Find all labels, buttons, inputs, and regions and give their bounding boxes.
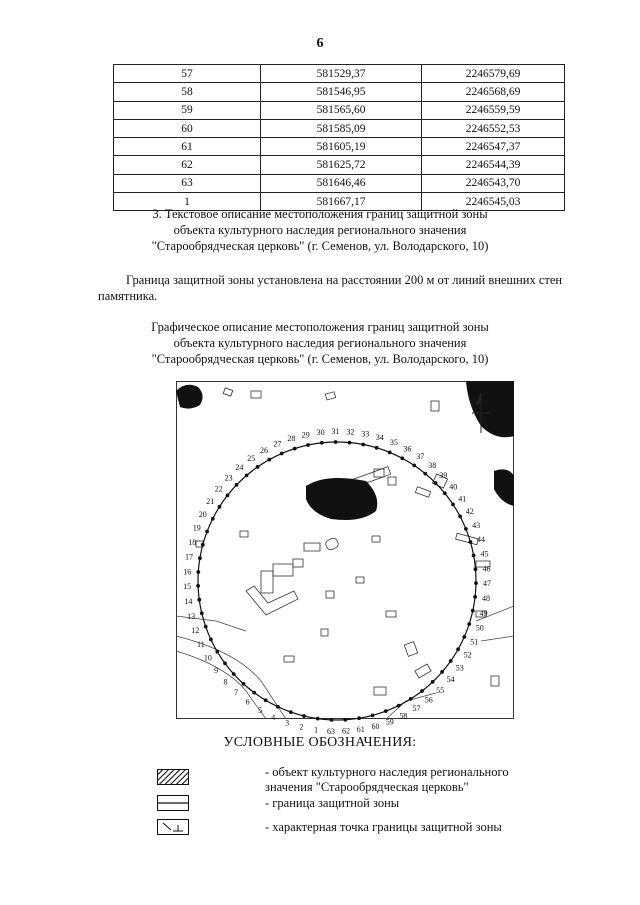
y-coordinate-cell: 2246579,69 — [422, 65, 565, 83]
y-coordinate-cell: 2246543,70 — [422, 174, 565, 192]
boundary-point-label: 36 — [403, 444, 412, 454]
boundary-point-label: 23 — [224, 473, 233, 483]
section-3-line-1: 3. Текстовое описание местоположения границ защитной зоны — [152, 207, 488, 221]
boundary-point-label: 18 — [188, 537, 197, 547]
paragraph-line-2: памятника. — [98, 289, 158, 303]
boundary-point — [209, 638, 213, 642]
table-row — [114, 156, 565, 174]
table-row — [114, 138, 565, 156]
boundary-point — [464, 527, 468, 531]
boundary-point-label: 30 — [316, 427, 325, 437]
table-row — [114, 174, 565, 192]
x-coordinate-cell: 581605,19 — [261, 138, 422, 156]
boundary-point-label: 26 — [260, 446, 268, 455]
x-coordinate-cell: 581646,46 — [261, 174, 422, 192]
x-coordinate-cell: 581585,09 — [261, 119, 422, 137]
boundary-point-label: 24 — [235, 463, 244, 473]
boundary-point — [264, 698, 268, 702]
boundary-point-label: 1 — [314, 725, 319, 735]
boundary-point — [397, 704, 401, 708]
boundary-point-label: 52 — [463, 650, 472, 660]
boundary-point-label: 58 — [399, 711, 408, 721]
boundary-point-label: 60 — [371, 722, 380, 731]
boundary-point-label: 11 — [197, 640, 205, 650]
boundary-point — [420, 689, 424, 693]
boundary-point — [361, 443, 365, 447]
boundary-point-label: 13 — [187, 611, 196, 621]
boundary-point-label: 42 — [465, 507, 474, 517]
boundary-point-label: 45 — [480, 549, 489, 559]
legend-item-point: - характерная точка границы защитной зоны — [265, 820, 502, 834]
boundary-point-label: 2 — [299, 722, 304, 732]
boundary-point-label: 21 — [206, 496, 215, 506]
boundary-point — [267, 458, 271, 462]
boundary-point — [443, 491, 447, 495]
boundary-point-label: 5 — [258, 705, 263, 715]
boundary-point — [469, 540, 473, 544]
boundary-point-label: 4 — [271, 712, 276, 722]
boundary-point-label: 22 — [214, 484, 223, 494]
graphic-heading-line-2: объекта культурного наследия регионального значения — [173, 336, 467, 350]
boundary-point-label: 63 — [327, 726, 335, 736]
north-label: С — [471, 401, 478, 411]
boundary-point — [211, 517, 215, 521]
x-coordinate-cell: 581667,17 — [261, 193, 422, 211]
boundary-point — [334, 440, 338, 444]
point-number-cell: 58 — [114, 83, 261, 101]
boundary-point — [245, 474, 249, 478]
boundary-point-label: 29 — [301, 430, 310, 440]
boundary-point-label: 20 — [198, 509, 207, 519]
boundary-point-label: 48 — [482, 594, 490, 604]
point-number-cell: 63 — [114, 174, 261, 192]
boundary-point — [472, 554, 476, 558]
coordinates-table — [113, 64, 565, 211]
section-3-line-3: "Старообрядческая церковь" (г. Семенов, ул. Володарского, 10) — [151, 239, 489, 253]
boundary-point-label: 53 — [455, 663, 464, 673]
legend-item-heritage — [265, 765, 565, 795]
legend-title: УСЛОВНЫЕ ОБОЗНАЧЕНИЯ: — [223, 735, 417, 750]
boundary-point-label: 61 — [356, 725, 365, 735]
boundary-point — [434, 481, 438, 485]
boundary-point-label: 28 — [287, 434, 296, 444]
boundary-point — [316, 717, 320, 721]
boundary-point — [451, 503, 455, 507]
boundary-point-label: 19 — [192, 523, 201, 533]
x-coordinate-cell: 581625,72 — [261, 156, 422, 174]
boundary-point — [226, 494, 230, 498]
boundary-point — [200, 611, 204, 615]
boundary-point — [371, 714, 375, 718]
boundary-point-label: 12 — [191, 626, 200, 636]
boundary-point — [343, 718, 347, 722]
boundary-point — [400, 456, 404, 460]
point-number-cell: 59 — [114, 101, 261, 119]
boundary-point-label: 3 — [285, 718, 290, 728]
paragraph-line-1: Граница защитной зоны установлена на расстоянии 200 м от линий внешних стен — [126, 273, 563, 287]
boundary-point-label: 34 — [375, 433, 384, 443]
boundary-point-label: 16 — [183, 567, 192, 577]
boundary-point-label: 17 — [185, 552, 193, 562]
boundary-point — [375, 446, 379, 450]
boundary-point-label: 49 — [479, 608, 488, 618]
boundary-point — [252, 691, 256, 695]
boundary-point — [289, 710, 293, 714]
boundary-point — [204, 625, 208, 629]
section-3-heading — [0, 206, 640, 254]
boundary-point — [215, 650, 219, 654]
boundary-point — [306, 443, 310, 447]
y-coordinate-cell: 2246568,69 — [422, 83, 565, 101]
boundary-point-label: 62 — [342, 726, 350, 736]
boundary-point-label: 59 — [385, 717, 394, 727]
boundary-point-label: 32 — [346, 427, 355, 437]
boundary-point — [256, 465, 260, 469]
boundary-point-label: 41 — [458, 494, 467, 504]
point-number-cell: 60 — [114, 119, 261, 137]
boundary-point — [388, 451, 392, 455]
boundary-point-label: 54 — [446, 675, 455, 685]
boundary-point-label: 40 — [449, 482, 458, 492]
boundary-point — [357, 716, 361, 720]
boundary-point-label: 50 — [475, 623, 484, 633]
boundary-point-label: 33 — [361, 429, 370, 439]
boundary-point — [473, 595, 477, 599]
boundary-point — [223, 661, 227, 665]
boundary-point — [471, 609, 475, 613]
boundary-point — [196, 584, 200, 588]
boundary-point — [293, 447, 297, 451]
boundary-point — [384, 709, 388, 713]
y-coordinate-cell: 2246547,37 — [422, 138, 565, 156]
boundary-point — [409, 697, 413, 701]
boundary-point — [276, 705, 280, 709]
point-number-cell: 57 — [114, 65, 261, 83]
boundary-point-label: 35 — [389, 438, 398, 448]
boundary-point — [458, 515, 462, 519]
boundary-point — [456, 647, 460, 651]
boundary-point-label: 6 — [245, 697, 250, 707]
boundary-point — [412, 464, 416, 468]
legend-item-boundary: - граница защитной зоны — [265, 796, 400, 810]
boundary-point-label: 43 — [472, 520, 481, 530]
boundary-point-label: 57 — [412, 704, 421, 714]
boundary-point — [440, 670, 444, 674]
legend-item-heritage-line-1: - объект культурного наследия регионального — [265, 765, 509, 779]
boundary-point-label: 10 — [203, 653, 212, 663]
point-number-cell: 62 — [114, 156, 261, 174]
y-coordinate-cell: 2246544,39 — [422, 156, 565, 174]
table-row — [114, 101, 565, 119]
boundary-point — [197, 598, 201, 602]
boundary-point-label: 44 — [477, 534, 485, 544]
boundary-point — [474, 567, 478, 571]
boundary-point — [218, 505, 222, 509]
boundary-point — [320, 441, 324, 445]
graphic-heading — [0, 319, 640, 367]
boundary-point — [467, 622, 471, 626]
x-coordinate-cell: 581529,37 — [261, 65, 422, 83]
boundary-point — [242, 682, 246, 686]
boundary-point-label: 8 — [223, 677, 228, 687]
x-coordinate-cell: 581565,60 — [261, 101, 422, 119]
boundary-point-label: 9 — [214, 665, 219, 675]
boundary-point-label: 25 — [247, 453, 256, 463]
boundary-point — [449, 659, 453, 663]
boundary-point-label: 14 — [184, 597, 193, 607]
boundary-point — [474, 581, 478, 585]
y-coordinate-cell: 2246559,59 — [422, 101, 565, 119]
legend-hatch-symbol — [157, 769, 189, 785]
legend-boundary-symbol — [157, 795, 189, 811]
graphic-heading-line-3: "Старообрядческая церковь" (г. Семенов, ул. Володарского, 10) — [151, 352, 489, 366]
protection-zone-map — [176, 381, 514, 736]
table-row — [114, 65, 565, 83]
boundary-point — [205, 530, 209, 534]
boundary-point-label: 37 — [416, 452, 425, 462]
boundary-point-label: 27 — [273, 439, 282, 449]
table-row — [114, 83, 565, 101]
boundary-point — [302, 714, 306, 718]
y-coordinate-cell: 2246552,53 — [422, 119, 565, 137]
boundary-point-label: 46 — [482, 564, 491, 574]
boundary-point-label: 56 — [424, 695, 433, 705]
graphic-heading-line-1: Графическое описание местоположения границ защитной зоны — [151, 320, 489, 334]
boundary-point — [196, 570, 200, 574]
boundary-point — [423, 472, 427, 476]
boundary-point — [201, 543, 205, 547]
boundary-point — [348, 441, 352, 445]
boundary-point-label: 7 — [234, 688, 239, 697]
legend-item-heritage-line-2: значения "Старообрядческая церковь" — [265, 780, 469, 794]
boundary-point-label: 31 — [331, 427, 340, 436]
boundary-point — [330, 718, 334, 722]
boundary-point-label: 55 — [436, 685, 445, 695]
boundary-point-label: 38 — [428, 461, 437, 471]
boundary-point — [235, 483, 239, 487]
boundary-point — [198, 556, 202, 560]
boundary-point-label: 51 — [470, 637, 479, 647]
table-row — [114, 119, 565, 137]
boundary-point-label: 15 — [183, 582, 192, 592]
point-number-cell: 61 — [114, 138, 261, 156]
boundary-point — [232, 672, 236, 676]
y-coordinate-cell: 2246545,03 — [422, 193, 565, 211]
boundary-point-label: 39 — [439, 471, 448, 481]
boundary-point — [462, 635, 466, 639]
boundary-point — [431, 680, 435, 684]
x-coordinate-cell: 581546,95 — [261, 83, 422, 101]
boundary-point — [280, 452, 284, 456]
page-number: 6 — [316, 36, 324, 51]
legend-point-symbol — [157, 819, 189, 835]
section-3-line-2: объекта культурного наследия регионального значения — [173, 223, 467, 237]
point-number-cell: 1 — [114, 193, 261, 211]
boundary-point-label: 47 — [483, 579, 491, 589]
boundary-paragraph — [98, 272, 592, 304]
